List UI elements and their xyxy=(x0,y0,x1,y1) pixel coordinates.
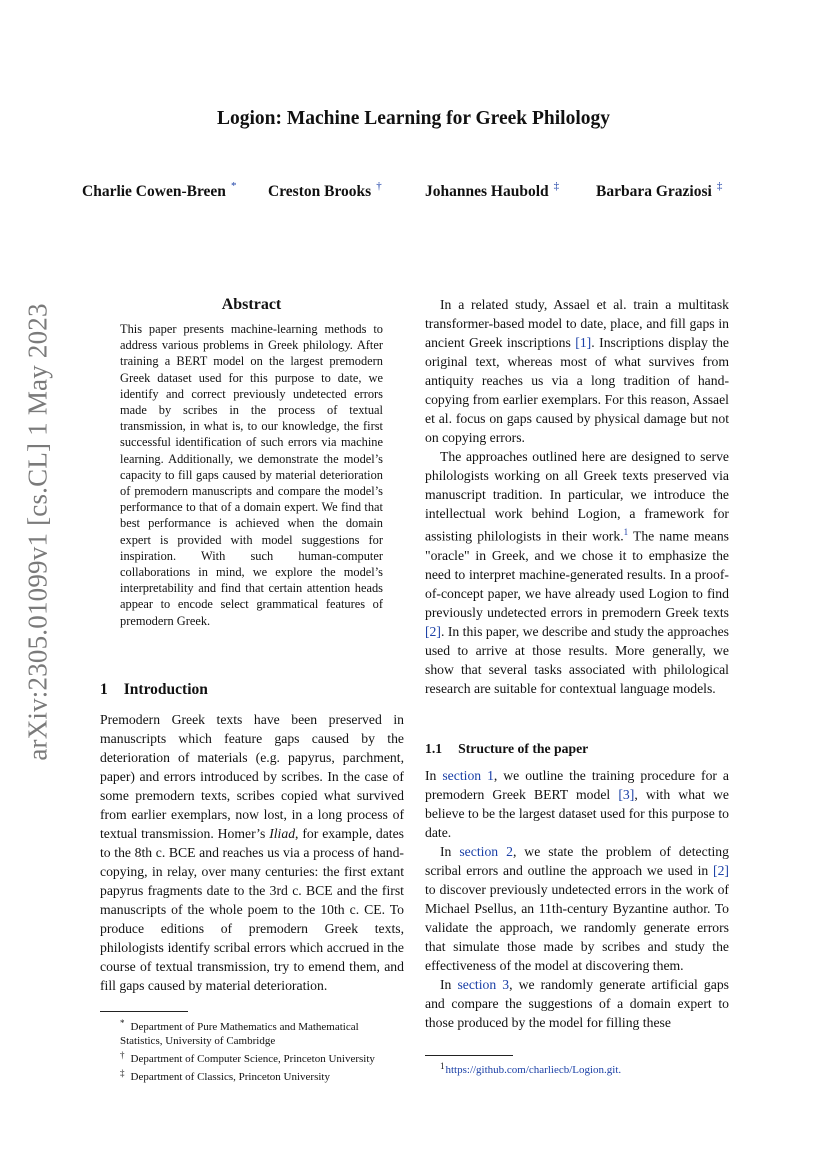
text-run: In xyxy=(440,844,460,859)
footnote-text: Department of Classics, Princeton University xyxy=(130,1071,330,1083)
section-heading-introduction xyxy=(100,681,208,699)
footnote xyxy=(100,1016,403,1048)
footnote-text: Department of Pure Mathematics and Mathematical Statistics, University of Cambridge xyxy=(120,1021,359,1047)
paper-title: Logion: Machine Learning for Greek Philology xyxy=(216,108,611,129)
introduction-body xyxy=(100,710,404,995)
author-name: Charlie Cowen-Breen xyxy=(82,183,226,200)
text-run: , with what we believe to be the largest dataset used for this purpose to date. xyxy=(425,787,729,840)
right-column-body xyxy=(425,295,729,698)
italic-title: Iliad xyxy=(269,826,296,841)
paragraph xyxy=(425,766,729,842)
text-run: In xyxy=(425,768,443,783)
paragraph xyxy=(425,447,729,698)
author-affiliation-mark[interactable]: † xyxy=(376,180,382,192)
arxiv-identifier xyxy=(8,303,68,761)
text-run: , we state the problem of detecting scribal errors and outline the approach we used in xyxy=(425,844,729,878)
arxiv-identifier-text: arXiv:2305.01099v1 [cs.CL] 1 May 2023 xyxy=(22,303,53,761)
footnote-mark: † xyxy=(120,1050,125,1060)
author-4 xyxy=(596,180,722,201)
text-run: The name means "oracle" in Greek, and we chose it to emphasize the need to interpret machine-generated results. In a proof-of-concept paper, we have already used Logion to find previously undetected errors in premodern Greek texts xyxy=(425,528,729,620)
section-number: 1 xyxy=(100,681,108,698)
author-affiliation-mark[interactable]: * xyxy=(230,180,237,192)
footnote-divider xyxy=(100,1011,188,1012)
repository-link[interactable]: https://github.com/charliecb/Logion.git. xyxy=(445,1064,622,1076)
footnote xyxy=(100,1048,403,1066)
footnote xyxy=(100,1066,403,1084)
text-run: . Inscriptions display the original text, whereas most of what survives from antiquity reaches us via a long tradition of hand-copying from earlier exemplars. For this reason, Assael et al. focus on gaps caused by physical damage but not on copying errors. xyxy=(425,335,729,445)
footnote-mark: * xyxy=(120,1018,125,1028)
author-name: Johannes Haubold xyxy=(425,183,549,200)
subsection-heading xyxy=(425,741,588,757)
author-3 xyxy=(425,180,559,201)
author-1 xyxy=(82,180,236,201)
paragraph xyxy=(425,975,729,1032)
footnote-mark: ‡ xyxy=(120,1068,125,1078)
text-run: . In this paper, we describe and study the approaches used to arrive at those results. More generally, we show that several tasks associated with philological research are suitable for contextual language models. xyxy=(425,623,729,696)
citation-link[interactable]: [2] xyxy=(713,863,729,878)
abstract-body: This paper presents machine-learning methods to address various problems in Greek philology. After training a BERT model on the largest premodern Greek dataset used for this purpose to date, we identify and correct previously undetected errors made by scribes in the process of textual transmission, in what is, to our knowledge, the first successful identification of such errors via machine learning. Additionally, we demonstrate the model’s capacity to fill gaps caused by material deterioration of premodern manuscripts and compare the model’s performance to that of a domain expert. We find that best performance is achieved when the domain expert is provided with model suggestions for inspiration. With such human-computer collaborations in mind, we explore the model’s interpretability and find that certain attention heads appear to encode select grammatical features of premodern Greek. xyxy=(120,322,383,628)
subsection-title: Structure of the paper xyxy=(458,741,589,756)
footnote-divider xyxy=(425,1055,513,1056)
text-run: , we outline the training procedure for a premodern Greek BERT model xyxy=(425,768,729,802)
footnote-mark: 1 xyxy=(440,1061,445,1071)
text-run: In a related study, Assael et al. train a multitask transformer-based model to date, place, and fill gaps in ancient Greek inscriptions xyxy=(425,297,729,350)
footnotes-left xyxy=(100,1016,403,1084)
author-affiliation-mark[interactable]: ‡ xyxy=(553,180,560,192)
text-run: , for example, dates to the 8th c. BCE and reaches us via a process of hand-copying, in relay, over many centuries: the first extant papyrus fragments date to the 3rd c. BCE and the first manuscripts of the whole poem to the 10th c. CE. To produce editions of premodern Greek texts, philologists identify scribal errors which accrued in the course of textual transmission, try to emend them, and fill gaps caused by material deterioration. xyxy=(100,826,405,993)
footnote-right xyxy=(440,1059,730,1077)
structure-body xyxy=(425,766,729,1032)
subsection-number: 1.1 xyxy=(425,741,443,756)
author-name: Creston Brooks xyxy=(268,183,372,200)
author-name: Barbara Graziosi xyxy=(596,183,712,200)
footnote-link[interactable]: 1 xyxy=(623,527,629,537)
text-run: , we randomly generate artificial gaps and compare the suggestions of a domain expert to those produced by the model for filling these xyxy=(425,977,729,1030)
citation-link[interactable]: [1] xyxy=(575,335,592,350)
text-run: to discover previously undetected errors in the work of Michael Psellus, an 11th-century Byzantine author. To validate the approach, we randomly generate errors that simulate those made by scribes and study the effectiveness of the model at discovering them. xyxy=(425,882,729,973)
text-run: In xyxy=(440,977,458,992)
author-affiliation-mark[interactable]: ‡ xyxy=(716,180,723,192)
section-title: Introduction xyxy=(123,681,208,698)
text-run: The approaches outlined here are designed to serve philologists working on all Greek texts preserved via manuscript tradition. In particular, we introduce the intellectual work behind Logion, a framework for assisting philologists in their work. xyxy=(425,449,729,544)
abstract-heading: Abstract xyxy=(221,296,282,313)
citation-link[interactable]: [3] xyxy=(618,787,635,802)
text-run: Premodern Greek texts have been preserved in manuscripts which feature gaps caused by the deterioration of materials (e.g. papyrus, parchment, paper) and errors introduced by scribes. In the case of some premodern texts, scribes copied what survived from earlier exemplars, now lost, in a long process of textual transmission. Homer’s xyxy=(100,712,404,841)
paragraph xyxy=(100,710,404,995)
footnote-text: Department of Computer Science, Princeton University xyxy=(130,1053,375,1065)
citation-link[interactable]: [2] xyxy=(425,623,441,639)
paragraph xyxy=(425,295,729,447)
section-link[interactable]: section 3 xyxy=(457,977,510,992)
author-2 xyxy=(268,180,382,201)
paragraph xyxy=(425,842,729,975)
section-link[interactable]: section 1 xyxy=(442,768,494,783)
section-link[interactable]: section 2 xyxy=(459,844,513,859)
